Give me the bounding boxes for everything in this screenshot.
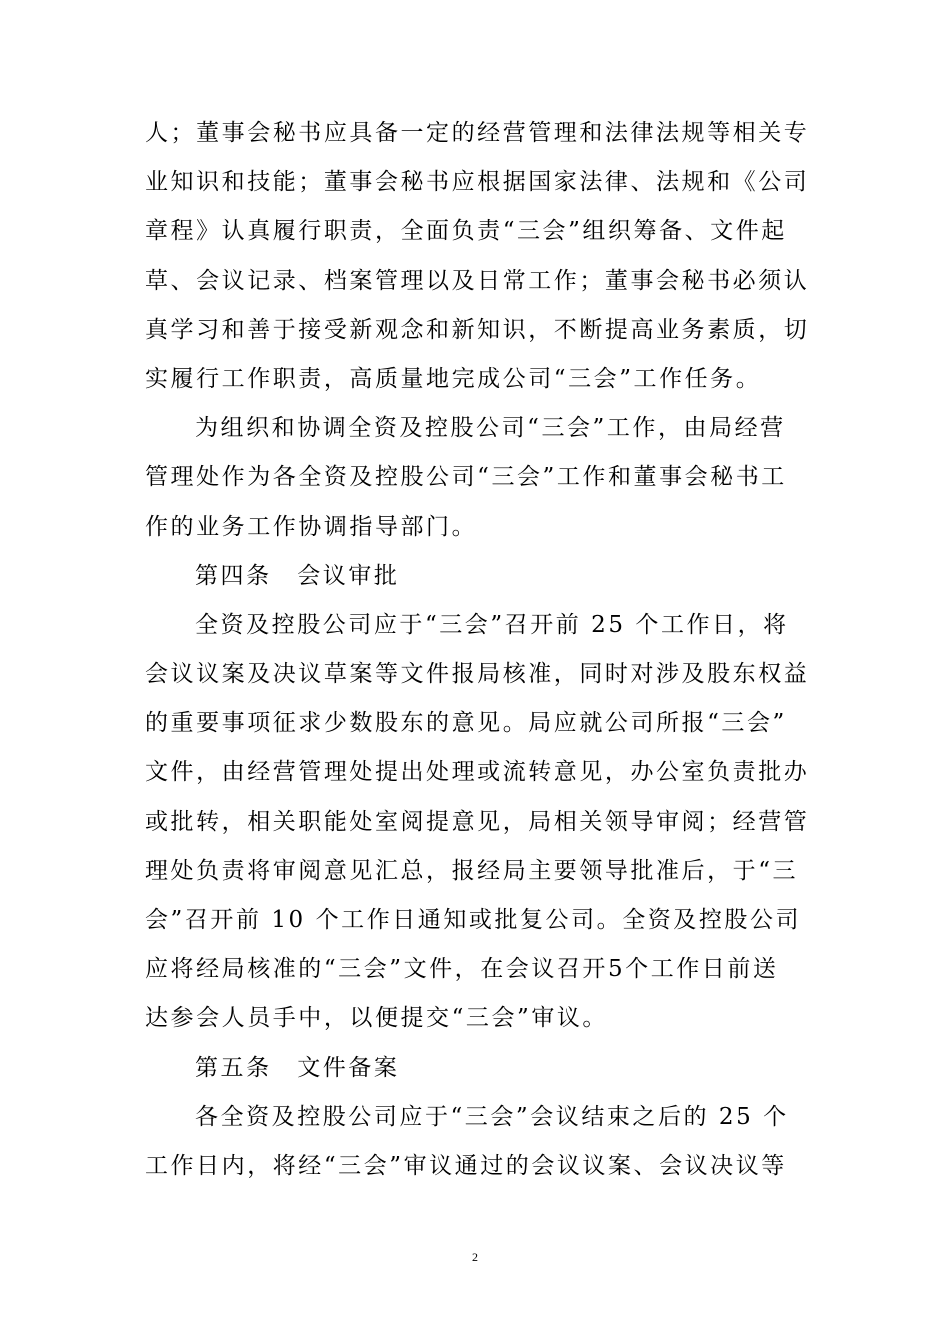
paragraph-start-line: 各全资及控股公司应于“三会”会议结束之后的 25 个 bbox=[195, 1103, 789, 1130]
text-line: 作的业务工作协调指导部门。 bbox=[145, 513, 478, 540]
text-line: 或批转，相关职能处室阅提意见，局相关领导审阅；经营管 bbox=[145, 808, 810, 835]
text-line: 应将经局核准的“三会”文件，在会议召开5个工作日前送 bbox=[145, 956, 779, 983]
text-line: 文件，由经营管理处提出处理或流转意见，办公室负责批办 bbox=[145, 759, 810, 786]
text-line: 业知识和技能；董事会秘书应根据国家法律、法规和《公司 bbox=[145, 169, 810, 196]
text-line: 达参会人员手中，以便提交“三会”审议。 bbox=[145, 1005, 608, 1032]
text-line: 的重要事项征求少数股东的意见。局应就公司所报“三会” bbox=[145, 710, 787, 737]
text-line: 草、会议记录、档案管理以及日常工作；董事会秘书必须认 bbox=[145, 267, 810, 294]
text-line: 真学习和善于接受新观念和新知识，不断提高业务素质，切 bbox=[145, 316, 810, 343]
text-line: 人；董事会秘书应具备一定的经营管理和法律法规等相关专 bbox=[145, 120, 810, 146]
text-line: 工作日内，将经“三会”审议通过的会议议案、会议决议等 bbox=[145, 1152, 787, 1179]
text-line: 管理处作为各全资及控股公司“三会”工作和董事会秘书工 bbox=[145, 464, 787, 491]
text-line: 实履行工作职责，高质量地完成公司“三会”工作任务。 bbox=[145, 365, 762, 392]
article-heading-5: 第五条 文件备案 bbox=[195, 1054, 400, 1081]
text-line: 理处负责将审阅意见汇总，报经局主要领导批准后，于“三 bbox=[145, 857, 799, 884]
paragraph-start-line: 为组织和协调全资及控股公司“三会”工作，由局经营 bbox=[195, 415, 786, 442]
text-line: 章程》认真履行职责，全面负责“三会”组织筹备、文件起 bbox=[145, 218, 787, 245]
page-number: 2 bbox=[472, 1250, 478, 1264]
article-heading-4: 第四条 会议审批 bbox=[195, 562, 400, 589]
paragraph-start-line: 全资及控股公司应于“三会”召开前 25 个工作日，将 bbox=[195, 611, 789, 638]
text-line: 会”召开前 10 个工作日通知或批复公司。全资及控股公司 bbox=[145, 907, 802, 933]
body-text bbox=[145, 109, 810, 1191]
text-line: 会议议案及决议草案等文件报局核准，同时对涉及股东权益 bbox=[145, 661, 810, 688]
